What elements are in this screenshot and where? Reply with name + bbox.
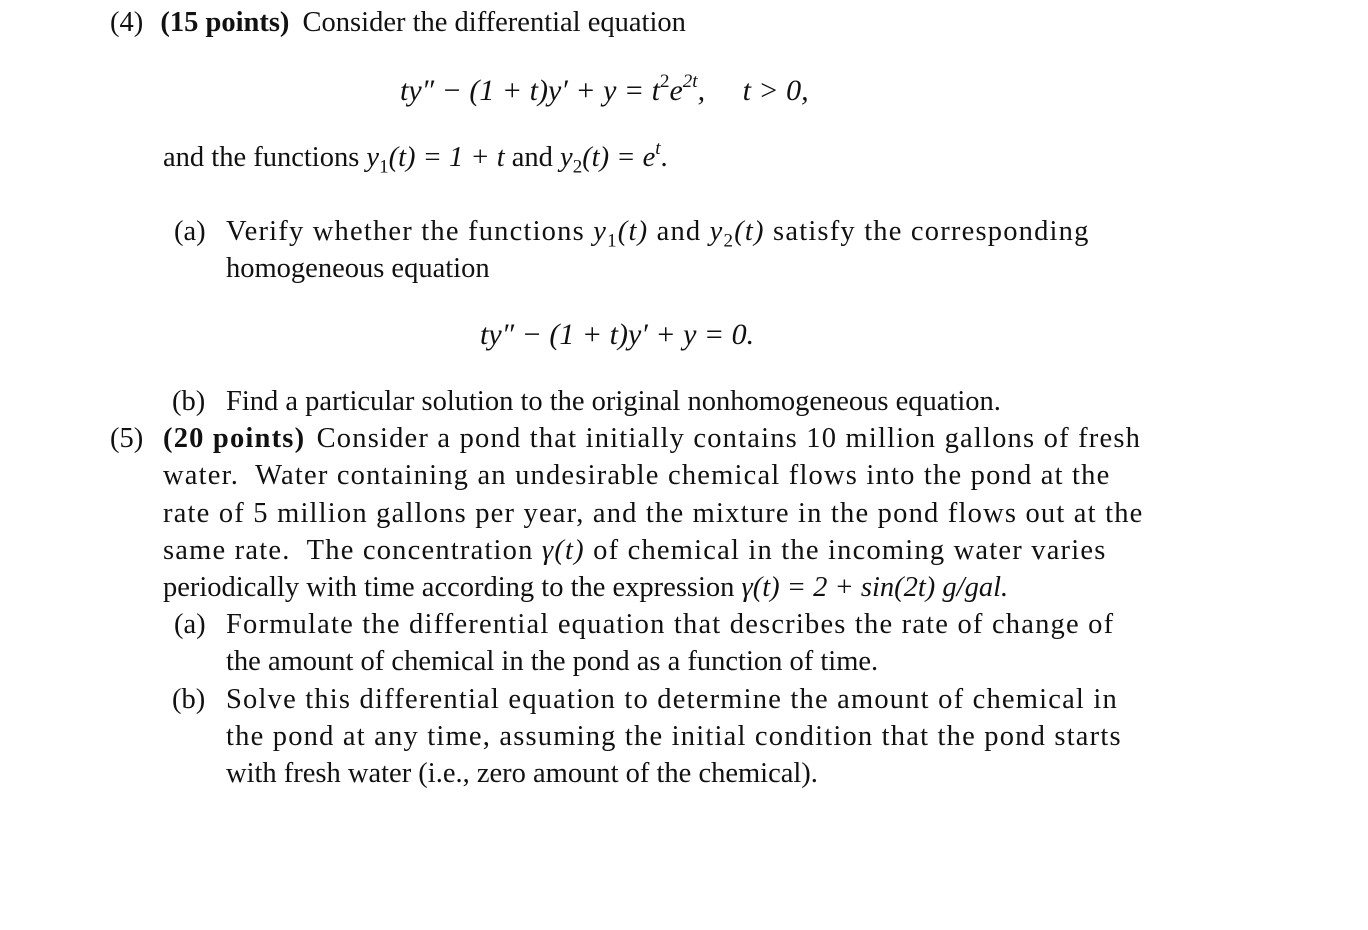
problem-4-heading — [110, 4, 686, 42]
problem-5-part-b-label: (b) — [172, 684, 206, 715]
problem-5-part-b-line1: Solve this differential equation to determine the amount of chemical in — [226, 684, 1118, 715]
problem-5-line1: (20 points) Consider a pond that initially contains 10 million gallons of fresh — [163, 423, 1142, 454]
problem-5-number: (5) — [110, 423, 144, 454]
problem-5-part-b-line2: the pond at any time, assuming the initial condition that the pond starts — [226, 721, 1122, 752]
problem-5-line3: rate of 5 million gallons per year, and the mixture in the pond flows out at the — [163, 498, 1144, 529]
problem-4-points: (15 points) — [160, 7, 290, 38]
problem-4-functions: and the functions $y_1(t) = 1 + t$ and $y_2(t) = e^t$. — [163, 137, 668, 178]
problem-5-part-b-line3: with fresh water (i.e., zero amount of the chemical). — [226, 758, 818, 789]
problem-4-equation: $ty'' - (1 + t)y' + y = t^2e^{2t}$, t > 0, — [400, 71, 809, 107]
problem-5-part-a-line2: the amount of chemical in the pond as a function of time. — [226, 646, 879, 677]
problem-4-part-b-label: (b) — [172, 386, 206, 417]
problem-4-part-a-label: (a) — [174, 216, 206, 247]
problem-5-line5: periodically with time according to the expression γ(t) = 2 + sin(2t) g/gal. — [163, 572, 1009, 603]
problem-5-points: (20 points) — [163, 423, 306, 454]
homogeneous-equation: ty″ − (1 + t)y′ + y = 0. — [480, 318, 755, 351]
problem-4-part-b-text: Find a particular solution to the original nonhomogeneous equation. — [226, 386, 1001, 417]
problem-5-part-a-line1: Formulate the differential equation that describes the rate of change of — [226, 609, 1115, 640]
problem-5-line2: water. Water containing an undesirable chemical flows into the pond at the — [163, 460, 1111, 491]
problem-5-line4: same rate. The concentration γ(t) of chemical in the incoming water varies — [163, 535, 1107, 566]
problem-4-number: (4) — [110, 7, 144, 38]
problem-4-part-a-line2: homogeneous equation — [226, 253, 490, 284]
problem-5-part-a-label: (a) — [174, 609, 206, 640]
problem-4-intro: Consider the differential equation — [302, 7, 686, 38]
problem-4-part-a-line1: Verify whether the functions $y_1(t)$ and $y_2(t)$ satisfy the corresponding — [226, 216, 1090, 252]
